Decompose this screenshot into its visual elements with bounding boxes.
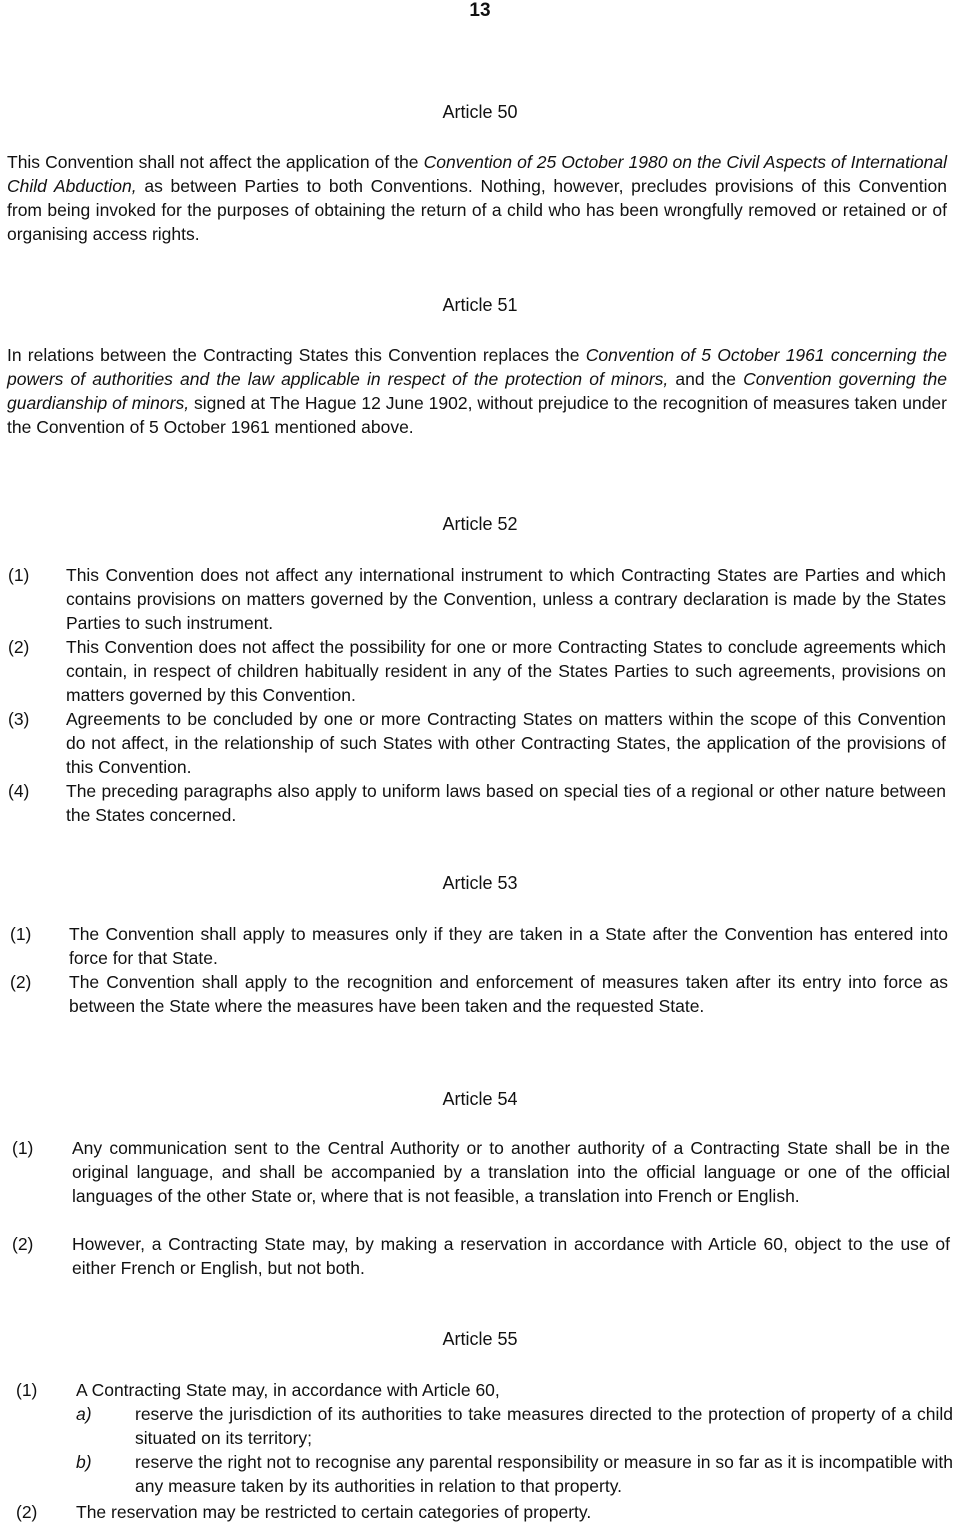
article-55-item-1 xyxy=(0,1378,960,1402)
article-52-item-1 xyxy=(0,563,960,635)
item-text: Agreements to be concluded by one or more Contracting States on matters within the scope of this Convention do not affect, in the relationship of such States with other Contracting States, the application of the provisions of this Convention. xyxy=(66,709,946,777)
item-text: This Convention does not affect the possibility for one or more Contracting States to conclude agreements which contain, in respect of children habitually resident in any of the States Parties to such agreements, provisions on matters governed by this Convention. xyxy=(66,637,946,705)
item-number: (4) xyxy=(8,781,30,801)
article-51-heading: Article 51 xyxy=(442,295,518,315)
article-55-subitem-b xyxy=(0,1450,960,1498)
article-53-item-2 xyxy=(0,970,960,1042)
article-52-item-3 xyxy=(0,707,960,779)
item-number: (1) xyxy=(10,924,32,944)
article-54-item-2 xyxy=(0,1232,960,1280)
subitem-text: reserve the jurisdiction of its authorities to take measures directed to the protection of property of a child situated on its territory; xyxy=(135,1404,953,1448)
article-53-heading: Article 53 xyxy=(442,873,518,893)
article-52-item-2 xyxy=(0,635,960,707)
item-text: The preceding paragraphs also apply to uniform laws based on special ties of a regional or other nature between the States concerned. xyxy=(66,781,946,825)
item-text: The Convention shall apply to measures only if they are taken in a State after the Convention has entered into force for that State. xyxy=(69,924,948,968)
article-55-heading: Article 55 xyxy=(442,1329,518,1349)
article-54-heading: Article 54 xyxy=(442,1089,518,1109)
item-number: (3) xyxy=(8,709,30,729)
article-54-item-1 xyxy=(0,1136,960,1232)
item-text: This Convention does not affect any international instrument to which Contracting States are Parties and which contains provisions on matters governed by the Convention, unless a contrary declaration is made by the States Parties to such instrument. xyxy=(66,565,946,633)
article-52-item-4 xyxy=(0,779,960,827)
page-number: 13 xyxy=(469,0,491,21)
subitem-text: reserve the right not to recognise any parental responsibility or measure in so far as it is incompatible with any measure taken by its authorities in relation to that property. xyxy=(135,1452,953,1496)
item-text: However, a Contracting State may, by making a reservation in accordance with Article 60, object to the use of either French or English, but not both. xyxy=(72,1234,950,1278)
article-50-heading: Article 50 xyxy=(442,102,518,122)
subitem-letter: b) xyxy=(76,1452,92,1472)
item-number: (1) xyxy=(16,1380,38,1400)
article-53-item-1 xyxy=(0,922,960,970)
article-55-subitem-a xyxy=(0,1402,960,1450)
item-text: The reservation may be restricted to certain categories of property. xyxy=(76,1502,592,1522)
article-55-item-2 xyxy=(0,1500,960,1524)
item-text: Any communication sent to the Central Authority or to another authority of a Contracting State shall be in the original language, and shall be accompanied by a translation into the official language or one of the official languages of the other State or, where that is not feasible, a translation into French or English. xyxy=(72,1138,950,1206)
item-number: (1) xyxy=(12,1138,34,1158)
item-text: A Contracting State may, in accordance with Article 60, xyxy=(76,1380,500,1400)
item-text: The Convention shall apply to the recognition and enforcement of measures taken after its entry into force as between the State where the measures have been taken and the requested State. xyxy=(69,972,948,1016)
subitem-letter: a) xyxy=(76,1404,92,1424)
item-number: (2) xyxy=(8,637,30,657)
item-number: (1) xyxy=(8,565,30,585)
article-50-paragraph: This Convention shall not affect the application of the Convention of 25 October 1980 on the Civil Aspects of International Child Abduction, as between Parties to both Conventions. Nothing, however, precludes provisions of this Convention from being invoked for the purposes of obtaining the return of a child who has been wrongfully removed or retained or of organising access rights. xyxy=(7,152,947,244)
article-52-heading: Article 52 xyxy=(442,514,518,534)
article-51-paragraph: In relations between the Contracting States this Convention replaces the Convention of 5 October 1961 concerning the powers of authorities and the law applicable in respect of the protection of minors, and the Convention governing the guardianship of minors, signed at The Hague 12 June 1902, without prejudice to the recognition of measures taken under the Convention of 5 October 1961 mentioned above. xyxy=(7,345,948,437)
item-number: (2) xyxy=(16,1502,38,1522)
item-number: (2) xyxy=(12,1234,34,1254)
item-number: (2) xyxy=(10,972,32,992)
